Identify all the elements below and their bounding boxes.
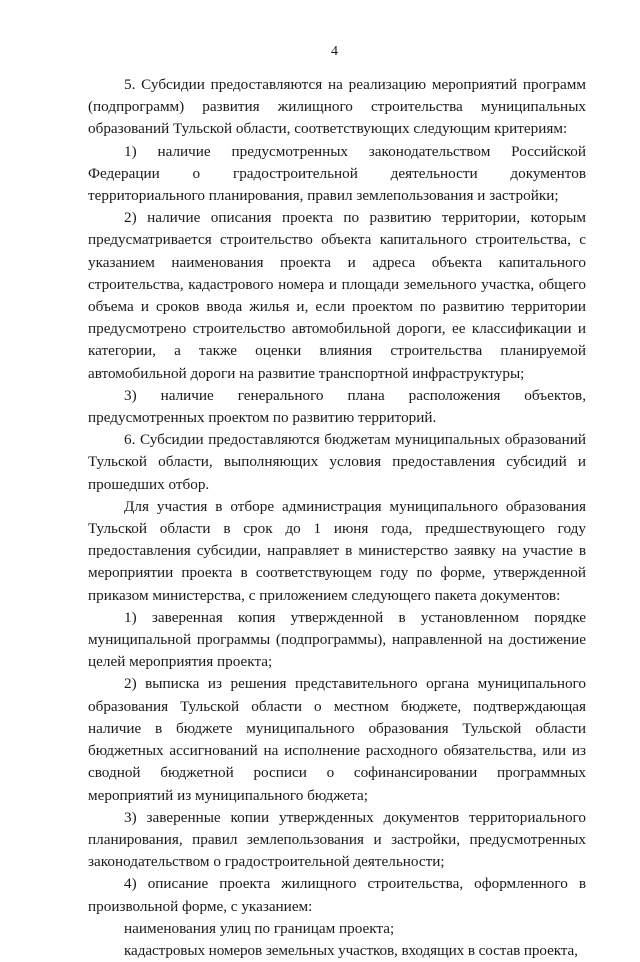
- criterion-3: 3) наличие генерального плана расположения объектов, предусмотренных проектом по развитию территорий.: [88, 386, 586, 427]
- document-body: [88, 74, 586, 962]
- criterion-1: 1) наличие предусмотренных законодательством Российской Федерации о градостроительной деятельности документов территориального планирования, правил землепользования и застройки;: [88, 142, 586, 205]
- paragraph-6: 6. Субсидии предоставляются бюджетам муниципальных образований Тульской области, выполняющих условия предоставления субсидий и прошедших отбор.: [88, 431, 586, 493]
- document-item-2: 2) выписка из решения представительного органа муниципального образования Тульской области о местном бюджете, подтверждающая наличие в бюджете муниципального образования Тульской области бюджетных ассигнований на исполнение расходного обязательства, или из сводной бюджетной росписи о софинансировании программных мероприятий из муниципального бюджета;: [88, 675, 586, 804]
- paragraph-5: 5. Субсидии предоставляются на реализацию мероприятий программ (подпрограмм) развития жилищного строительства муниципальных образований Тульской области, соответствующих следующим критериям:: [88, 76, 586, 138]
- document-item-3: 3) заверенные копии утвержденных документов территориального планирования, правил землепользования и застройки, предусмотренных законодательством о градостроительной деятельности;: [88, 808, 586, 871]
- detail-street-names: наименования улиц по границам проекта;: [124, 919, 395, 937]
- page-number: 4: [331, 44, 338, 59]
- document-item-4: 4) описание проекта жилищного строительства, оформленного в произвольной форме, с указанием:: [88, 875, 586, 915]
- detail-cadastral-numbers: кадастровых номеров земельных участков, входящих в состав проекта,: [124, 941, 578, 959]
- criterion-2: 2) наличие описания проекта по развитию территории, которым предусматривается строительство объекта капитального строительства, с указанием наименования проекта и адреса объекта капитального строительства, кадастрового номера и площади земельного участка, общего объема и сроков ввода жилья и, если проектом по развитию территории предусмотрено строительство автомобильной дороги, ее классификации и категории, а также оценки влияния строительства планируемой автомобильной дороги на развитие транспортной инфраструктуры;: [88, 209, 586, 382]
- document-item-1: 1) заверенная копия утвержденной в установленном порядке муниципальной программы (подпрограммы), направленной на достижение целей мероприятия проекта;: [88, 608, 586, 671]
- selection-procedure: Для участия в отборе администрация муниципального образования Тульской области в срок до 1 июня года, предшествующего году предоставления субсидии, направляет в министерство заявку на участие в мероприятии проекта в соответствующем году по форме, утвержденной приказом министерства, с приложением следующего пакета документов:: [88, 497, 586, 604]
